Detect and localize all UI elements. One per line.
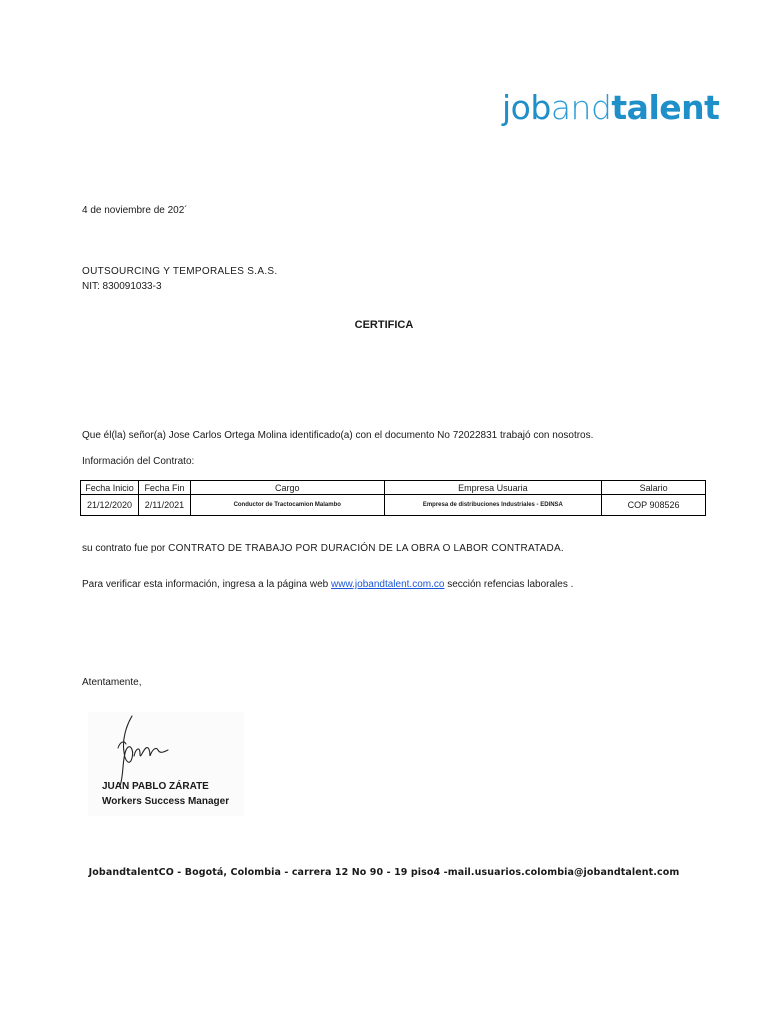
column-header: Fecha Fin (138, 481, 190, 495)
closing-salutation: Atentamente, (82, 677, 142, 688)
contract-type-line: su contrato fue por CONTRATO DE TRABAJO POR DURACIÓN DE LA OBRA O LABOR CONTRATADA. (82, 543, 564, 554)
company-logo: jobandtalent (502, 88, 720, 127)
certification-statement: Que él(la) señor(a) Jose Carlos Ortega Molina identificado(a) con el documento No 72022831 trabajó con nosotros. (82, 430, 594, 441)
letter-date: 4 de noviembre de 202´ (82, 205, 188, 216)
start-date-cell: 21/12/2020 (81, 495, 139, 516)
company-name: OUTSOURCING Y TEMPORALES S.A.S. (82, 266, 278, 277)
verification-line: Para verificar esta información, ingresa a la página web www.jobandtalent.com.co sección refencias laborales . (82, 579, 574, 590)
contract-type-value: CONTRATO DE TRABAJO POR DURACIÓN DE LA OBRA O LABOR CONTRATADA. (168, 543, 564, 554)
client-company-cell: Empresa de distribuciones Industriales - EDINSA (384, 495, 602, 516)
table-row (81, 495, 706, 516)
end-date-cell: 2/11/2021 (138, 495, 190, 516)
handwritten-signature (110, 712, 180, 788)
contract-info-label: Información del Contrato: (82, 456, 195, 467)
signer-name: JUAN PABLO ZÁRATE (102, 781, 209, 792)
signer-role: Workers Success Manager (102, 796, 230, 807)
salary-cell: COP 908526 (602, 495, 706, 516)
position-cell: Conductor de Tractocamion Malambo (190, 495, 384, 516)
page-footer: JobandtalentCO - Bogotá, Colombia - carrera 12 No 90 - 19 piso4 -mail.usuarios.colombia@jobandtalent.com (88, 867, 680, 878)
website-link[interactable]: www.jobandtalent.com.co (331, 579, 445, 590)
company-nit: NIT: 830091033-3 (82, 281, 162, 292)
contract-table (80, 480, 706, 516)
column-header: Cargo (190, 481, 384, 495)
column-header: Empresa Usuaria (384, 481, 602, 495)
column-header: Fecha Inicio (81, 481, 139, 495)
table-header-row (81, 481, 706, 495)
column-header: Salario (602, 481, 706, 495)
document-title: CERTIFICA (354, 319, 414, 331)
